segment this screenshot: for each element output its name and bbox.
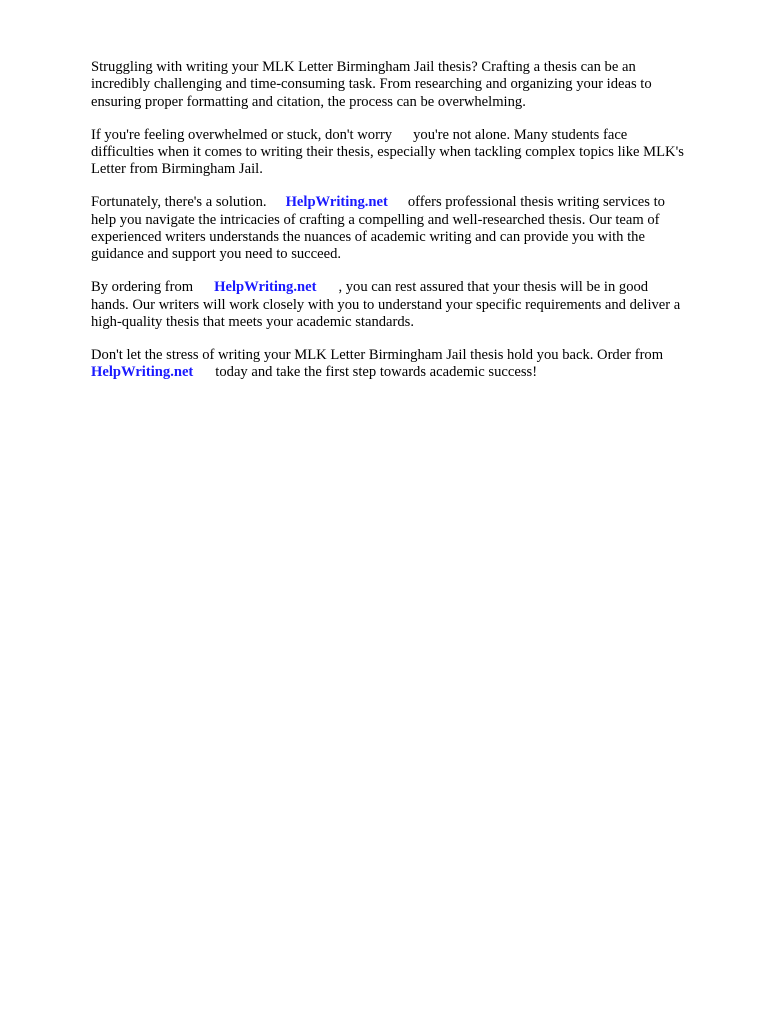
text-segment: If you're feeling overwhelmed or stuck, don't worry	[91, 126, 393, 143]
document-body	[91, 59, 731, 397]
paragraph-line	[91, 127, 731, 144]
paragraph-line: Letter from Birmingham Jail.	[91, 161, 263, 178]
paragraph-line: experienced writers understands the nuances of academic writing and can provide you with the	[91, 229, 645, 246]
paragraph-line: difficulties when it comes to writing their thesis, especially when tackling complex topics like MLK's	[91, 144, 684, 161]
paragraph-line: help you navigate the intricacies of crafting a compelling and well-researched thesis. Our team of	[91, 211, 660, 228]
helpwriting-link[interactable]: HelpWriting.net	[91, 364, 194, 381]
paragraph-line: Struggling with writing your MLK Letter Birmingham Jail thesis? Crafting a thesis can be an	[91, 59, 636, 75]
paragraph-ordering	[91, 279, 731, 331]
paragraph-solution	[91, 194, 731, 264]
text-segment: By ordering from	[91, 279, 194, 296]
paragraph-not-alone	[91, 127, 731, 179]
paragraph-call-to-action	[91, 347, 731, 382]
paragraph-line	[91, 194, 731, 211]
paragraph-line: guidance and support you need to succeed.	[91, 246, 342, 263]
paragraph-line: ensuring proper formatting and citation, the process can be overwhelming.	[91, 93, 526, 110]
paragraph-intro	[91, 59, 731, 111]
text-segment: you're not alone. Many students face	[413, 126, 628, 143]
helpwriting-link[interactable]: HelpWriting.net	[285, 194, 388, 211]
paragraph-line	[91, 364, 731, 381]
text-segment: Fortunately, there's a solution.	[91, 194, 267, 211]
paragraph-line: hands. Our writers will work closely with you to understand your specific requirements and deliver a	[91, 296, 681, 313]
paragraph-line	[91, 279, 731, 296]
paragraph-line: Don't let the stress of writing your MLK Letter Birmingham Jail thesis hold you back. Order from	[91, 346, 664, 363]
paragraph-line: high-quality thesis that meets your academic standards.	[91, 314, 415, 331]
text-segment: offers professional thesis writing services to	[407, 194, 665, 211]
helpwriting-link[interactable]: HelpWriting.net	[214, 279, 317, 296]
text-segment: today and take the first step towards academic success!	[215, 364, 538, 381]
text-segment: , you can rest assured that your thesis will be in good	[338, 279, 649, 296]
paragraph-line: incredibly challenging and time-consuming task. From researching and organizing your ideas to	[91, 76, 652, 93]
